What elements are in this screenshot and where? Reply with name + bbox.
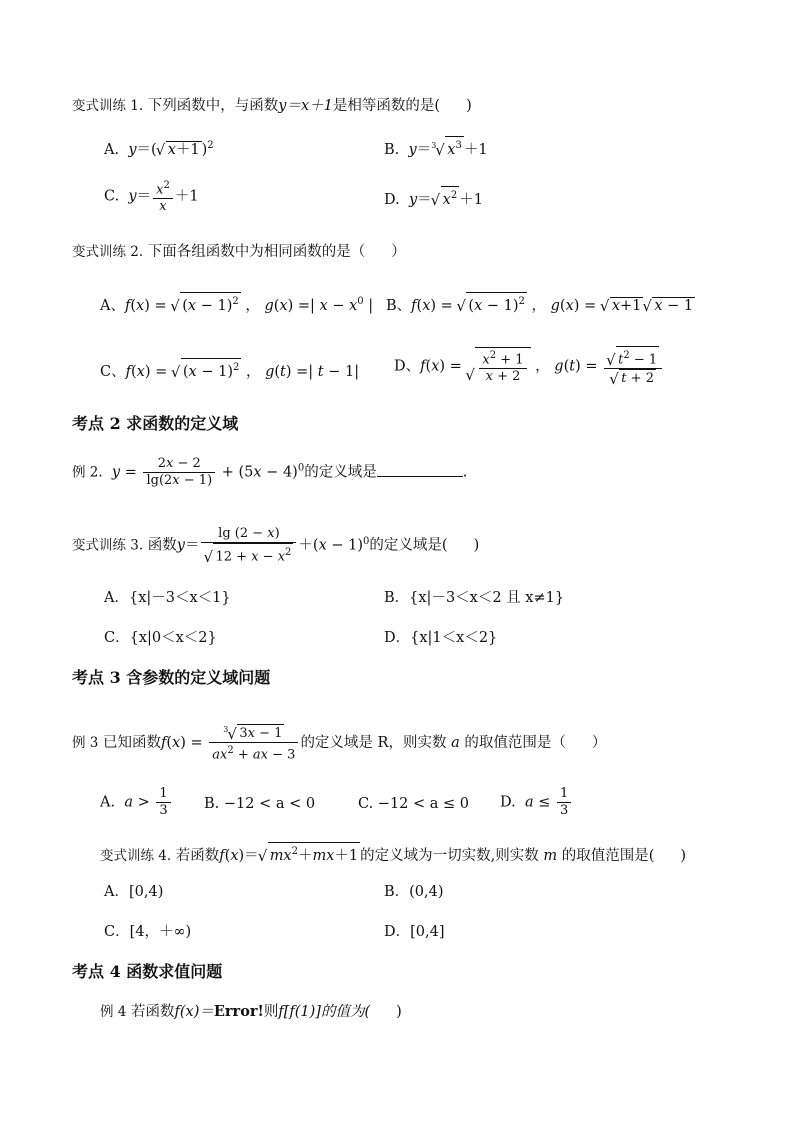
exercise-2-stem: 变式训练 2. 下面各组函数中为相同函数的是（ ） (72, 244, 406, 260)
exercise-4-option-b: B．(0,4) (384, 884, 444, 900)
exercise-3-option-a: A．{x|－3＜x＜1} (104, 590, 231, 606)
exercise-2-option-a: A、f(x) = √ $(x - 1)^2$ ， g(x) =| $x - x^0$ | (100, 292, 373, 316)
exercise-1-option-c: C. y＝ $\frac{x^2}{x}$ ＋1 (104, 180, 199, 215)
exercise-3-option-d: D．{x|1＜x＜2} (384, 630, 498, 646)
exercise-4-option-c: C．[4，＋∞) (104, 924, 192, 940)
exercise-1-option-a: A. y＝(√ x＋1 )$^2$ (104, 136, 214, 160)
example-3-option-c: C. −12 < a ≤ 0 (358, 796, 470, 812)
exercise-3-option-c: C．{x|0＜x＜2} (104, 630, 217, 646)
exercise-2-option-c: C、f(x) = √ $(x - 1)^2$ ， g(t) =| t − 1| (100, 358, 359, 382)
section-heading-3: 考点 3 含参数的定义域问题 (72, 668, 271, 687)
exercise-3-option-b: B．{x|－3＜x＜2 且 x≠1} (384, 590, 565, 606)
exercise-1-stem: 变式训练 1. 下列函数中，与函数y＝x＋1是相等函数的是( ) (72, 98, 472, 114)
exercise-4-option-d: D．[0,4] (384, 924, 445, 940)
exercise-2-option-d: D、f(x) = √ $\frac{x^2 + 1}{x + 2}$ ， g(t) = √ $t^2 - 1$ √ t + 2 (394, 346, 664, 387)
example-3-option-a: A. a > $\frac{1}{3}$ (100, 786, 173, 819)
example-3: 例 3 已知函数f(x) = $\frac{^3√ 3x - 1}{ax^2 + ax - 3}$ 的定义域是 R，则实数 a 的取值范围是（ ） (72, 722, 606, 764)
exercise-2-option-b: B、f(x) = √ $(x - 1)^2$ ， g(x) = √ x+1√ x − 1 (386, 292, 695, 316)
exercise-1-option-d: D. y＝√ $x^2 +1$ (384, 186, 483, 210)
exercise-4-option-a: A．[0,4) (104, 884, 164, 900)
example-2: 例 2. y = $\frac{2x - 2}{\lg(2x - 1)}$ + $(5x - 4)^0$的定义域是 . (72, 456, 468, 488)
exercise-4-stem: 变式训练 4. 若函数f(x)＝√ $mx^2+mx+1$ 的定义域为一切实数,则实数 m 的取值范围是( ) (100, 842, 686, 866)
section-heading-2: 考点 2 求函数的定义域 (72, 414, 239, 433)
exercise-1-option-b: B. y＝$^3$√ $x^3 +1$ (384, 136, 488, 160)
error-text: Error! (213, 1003, 264, 1020)
example-3-option-d: D. a ≤ $\frac{1}{3}$ (500, 786, 573, 819)
example-3-option-b: B. −12 < a < 0 (204, 796, 316, 812)
example-4: 例 4 若函数f(x)＝Error!则f[f(1)]的值为( ) (100, 1003, 402, 1020)
section-heading-4: 考点 4 函数求值问题 (72, 962, 223, 981)
exercise-3-stem: 变式训练 3. 函数y＝ lg (2 − x) √ $12 + x - x^2$ $+(x - 1)^0$的定义域是( ) (72, 526, 479, 565)
